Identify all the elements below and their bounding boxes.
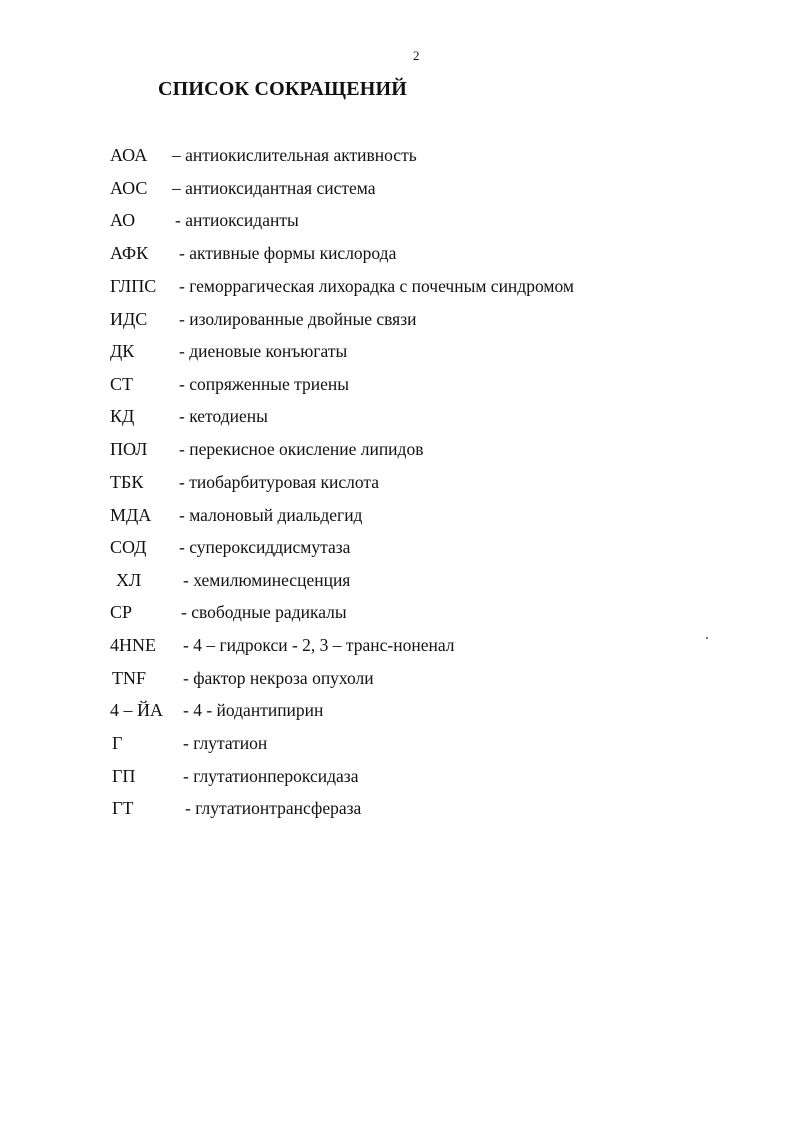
definition: - 4 - йодантипирин [183,700,324,720]
page-number: 2 [413,48,420,63]
definition: - активные формы кислорода [179,243,397,263]
definition: - диеновые конъюгаты [179,341,348,361]
definition: - кетодиены [179,406,268,426]
definition: - фактор некроза опухоли [183,668,374,688]
definition: - 4 – гидрокси - 2, 3 – транс-ноненал [183,635,455,655]
abbreviation: ПОЛ [110,439,148,459]
definition: - геморрагическая лихорадка с почечным синдромом [179,276,574,296]
abbreviation: СОД [110,537,147,557]
abbreviation: ДК [110,341,135,361]
definition: - изолированные двойные связи [179,309,417,329]
abbreviation: ГП [112,766,136,786]
abbreviation: СТ [110,374,134,394]
abbreviation: ГТ [112,798,134,818]
abbreviation: АО [110,210,136,230]
abbreviation: АОС [110,178,148,198]
definition: – антиоксидантная система [172,178,376,198]
abbreviation: Г [112,733,123,753]
definition: - сопряженные триены [179,374,350,394]
definition: - глутатионпероксидаза [183,766,359,786]
definition: - супероксиддисмутаза [179,537,351,557]
abbreviation: АФК [110,243,149,263]
definition: - перекисное окисление липидов [179,439,424,459]
abbreviation: 4HNE [110,635,156,655]
definition: - малоновый диальдегид [179,505,363,525]
abbreviation: TNF [112,668,147,688]
definition: - глутатионтрансфераза [185,798,362,818]
definition: - глутатион [183,733,268,753]
page-title: СПИСОК СОКРАЩЕНИЙ [158,78,408,100]
abbreviation: АОА [110,145,148,165]
definition: - тиобарбитуровая кислота [179,472,380,492]
definition: – антиокислительная активность [172,145,417,165]
abbreviation: ХЛ [116,570,142,590]
abbreviation: ИДС [110,309,148,329]
definition: - хемилюминесценция [183,570,351,590]
scan-speck [706,637,708,639]
abbreviation: ГЛПС [110,276,157,296]
abbreviation: СР [110,602,133,622]
definition: - антиоксиданты [175,210,299,230]
abbreviation: МДА [110,505,152,525]
abbreviation: ТБК [110,472,144,492]
definition: - свободные радикалы [181,602,347,622]
abbreviation: КД [110,406,135,426]
abbreviation: 4 – ЙА [110,700,163,720]
